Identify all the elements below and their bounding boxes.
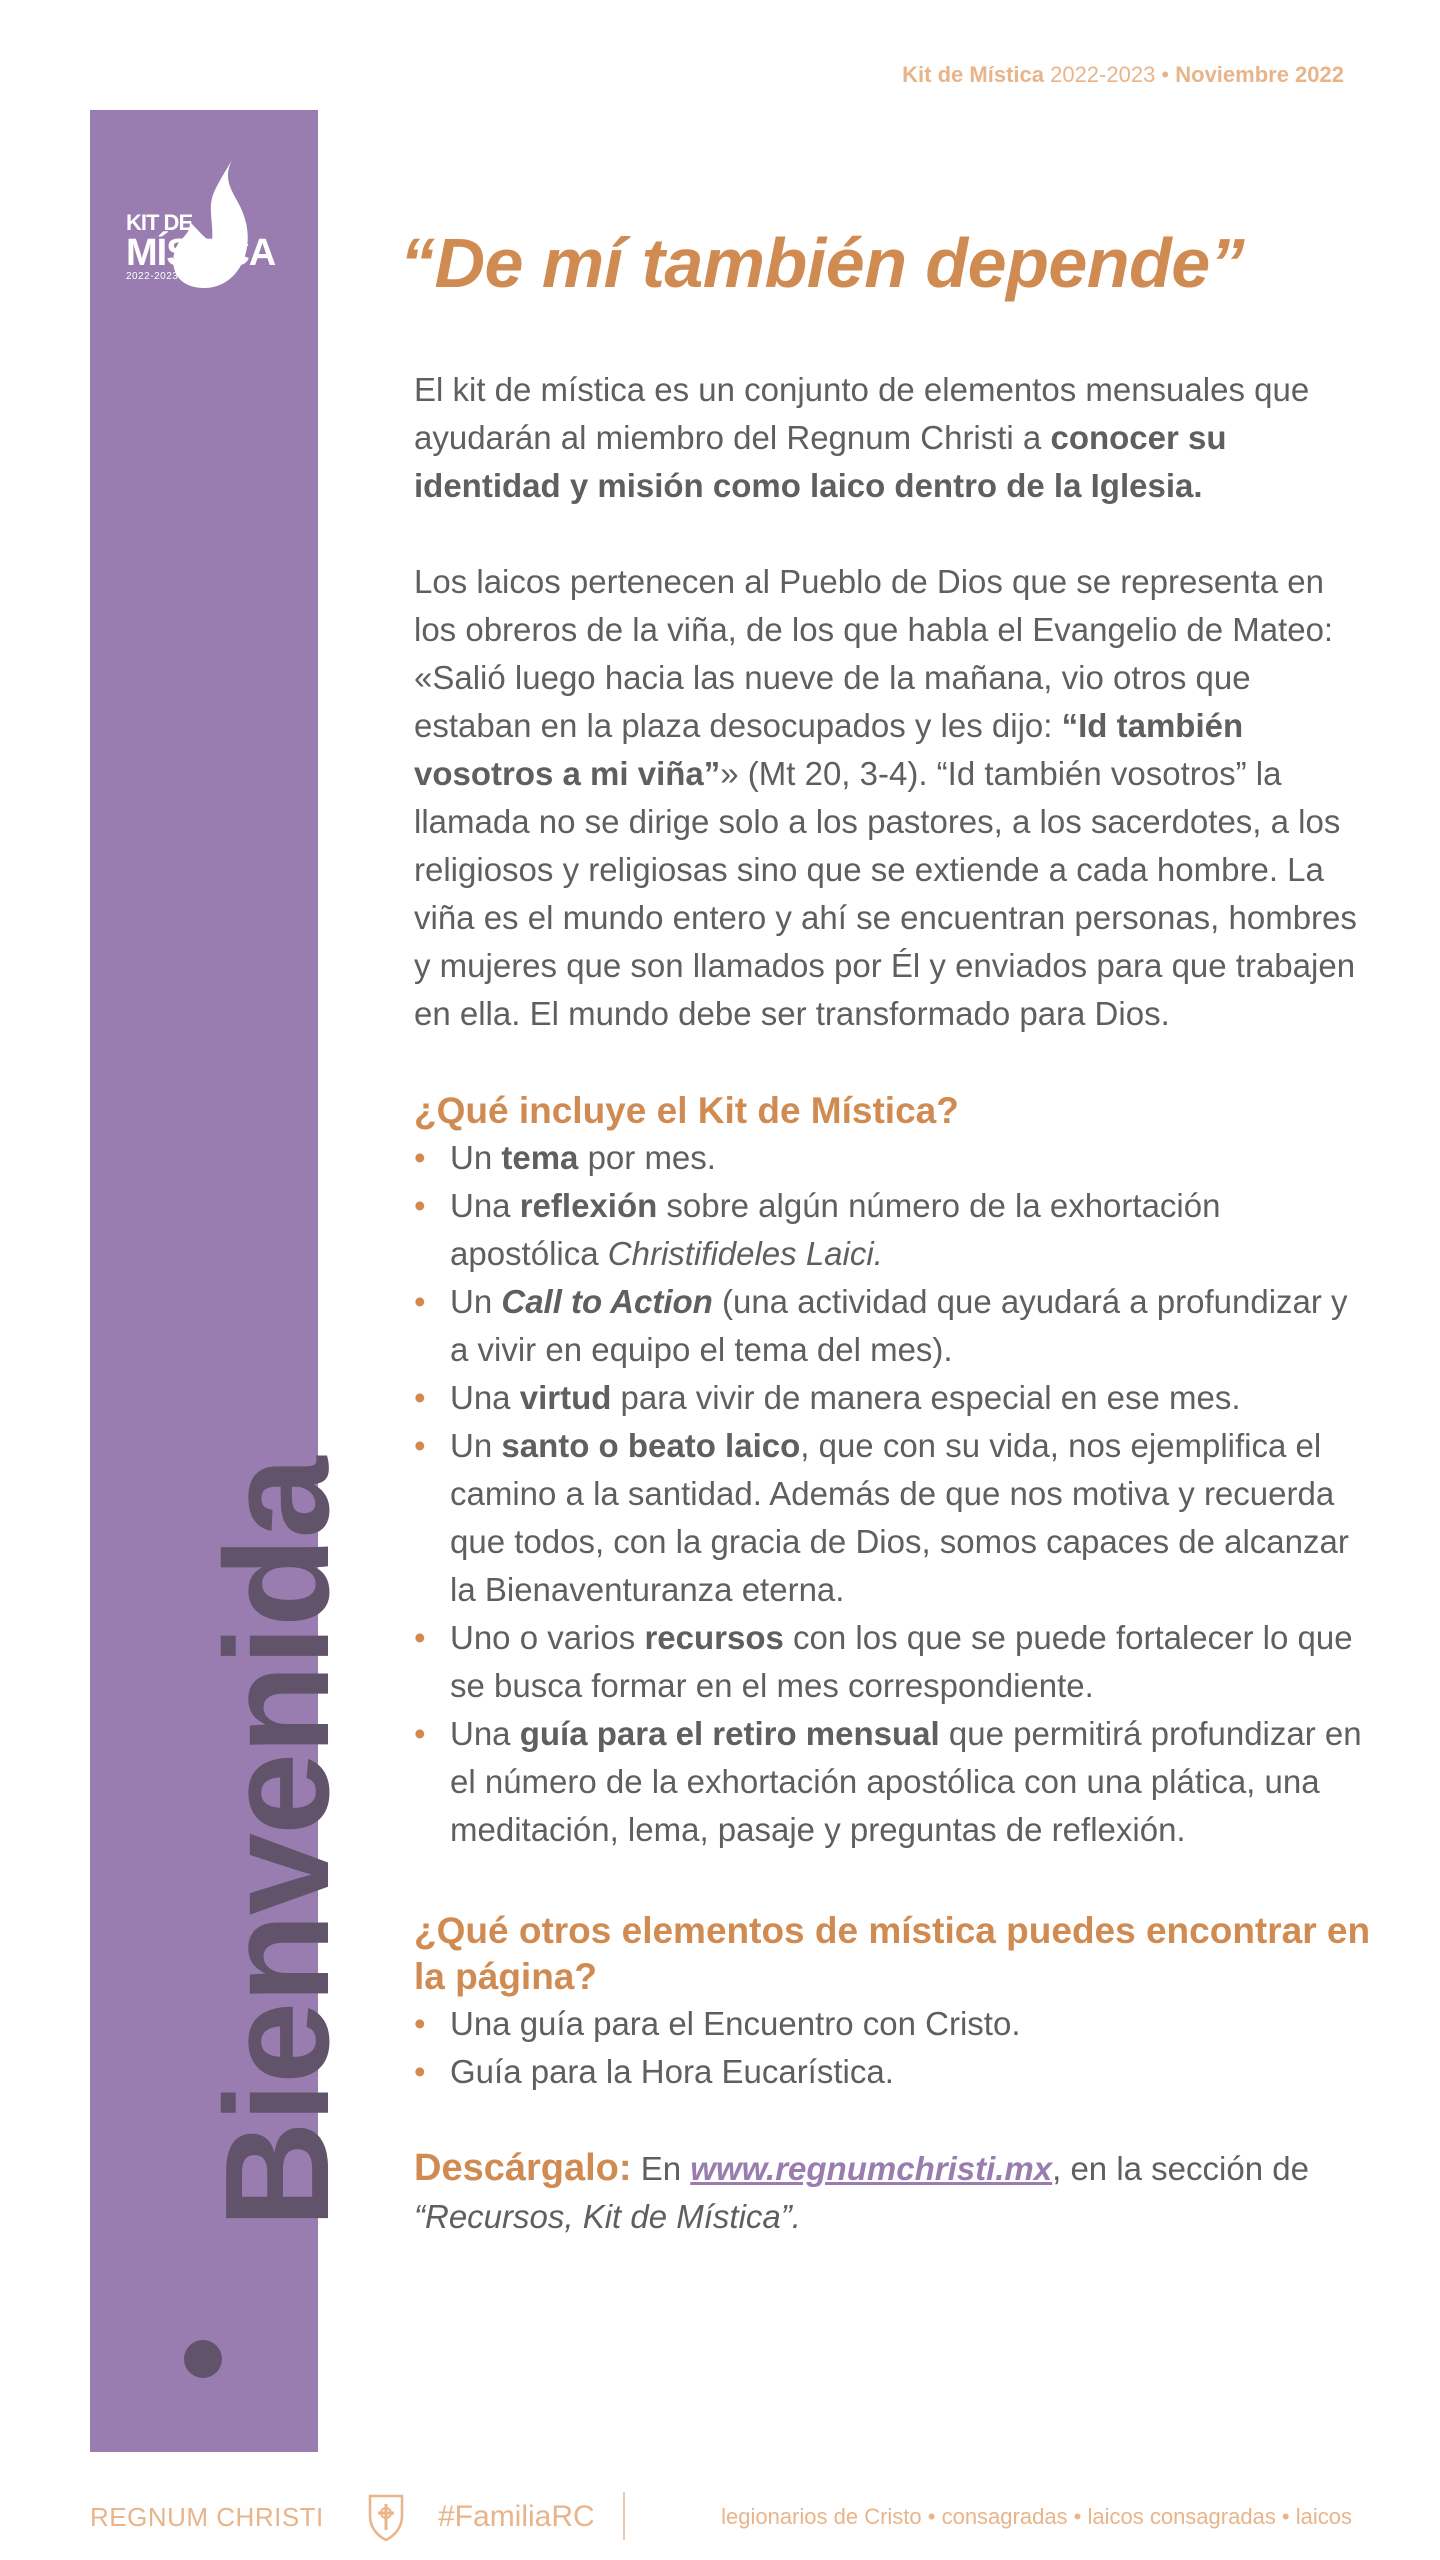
list-item	[414, 1134, 1374, 1182]
section1-heading: ¿Qué incluye el Kit de Mística?	[414, 1090, 959, 1131]
item-bold: santo o beato laico	[501, 1427, 801, 1464]
shield-cross-icon	[362, 2488, 410, 2542]
logo-line2: MÍSTICA	[126, 232, 276, 274]
footer-brand: REGNUM CHRISTI	[90, 2502, 324, 2532]
list-item	[414, 1710, 1374, 1854]
item-text: para vivir de manera especial en ese mes.	[611, 1379, 1241, 1416]
download-lead: Descárgalo:	[414, 2147, 632, 2189]
list-item	[414, 1182, 1374, 1278]
download-text: En	[631, 2150, 691, 2187]
item-text: Una	[450, 1379, 520, 1416]
sidebar	[90, 110, 360, 2452]
item-text: (una actividad que ayudará a profundizar y a vivir en equipo el tema del mes).	[450, 1283, 1348, 1368]
header-brand: Kit de Mística	[902, 62, 1044, 87]
item-italic: Christifideles Laici.	[607, 1235, 883, 1272]
item-text: Un	[450, 1139, 502, 1176]
intro-text: El kit de mística es un conjunto de elementos mensuales que ayudarán al miembro del Regnum Christi a	[414, 371, 1310, 456]
header-years: 2022-2023	[1043, 62, 1162, 87]
item-text: sobre algún número de la exhortación apostólica	[450, 1187, 1221, 1272]
list-item	[414, 1374, 1374, 1422]
item-text: , que con su vida, nos ejemplifica el camino a la santidad. Además de que nos motiva y recuerda que todos, con la gracia de Dios, somos capaces de alcanzar la Bienaventuranza eterna.	[450, 1427, 1349, 1608]
footer-orgs: legionarios de Cristo • consagradas • laicos consagradas • laicos	[721, 2504, 1352, 2529]
list-item: • Guía para la Hora Eucarística.	[414, 2048, 1374, 2096]
item-text: Un	[450, 1283, 502, 1320]
item-bold: virtud	[519, 1379, 612, 1416]
item-text: con los que se puede fortalecer lo que se busca formar en el mes correspondiente.	[450, 1619, 1353, 1704]
item-text: Una	[450, 1187, 520, 1224]
website-link[interactable]: www.regnumchristi.mx	[690, 2150, 1053, 2187]
main-content	[400, 222, 1374, 2274]
logo-line3: 2022-2023	[126, 271, 179, 282]
paragraph2-before: Los laicos pertenecen al Pueblo de Dios que se representa en los obreros de la viña, de los que habla el Evangelio de Mateo: «Salió luego hacia las nueve de la mañana, vio otros que estaban en la plaza desocupados y les dijo:	[414, 563, 1334, 744]
section2-list	[414, 2000, 1374, 2096]
paragraph2-after: » (Mt 20, 3-4). “Id también vosotros” la llamada no se dirige solo a los pastores, a los sacerdotes, a los religiosos y religiosas sino que se extiende a cada hombre. La viña es el mundo entero y ahí se encuentran personas, hombres y mujeres que son llamados por Él y enviados para que trabajen en ella. El mundo debe ser transformado para Dios.	[414, 755, 1357, 1032]
vertical-title: Bienvenida	[195, 1458, 360, 2228]
download-paragraph	[414, 2144, 1374, 2241]
item-bold: guía para el retiro mensual	[519, 1715, 940, 1752]
page-header	[902, 62, 1344, 88]
download-text: , en la sección de	[1052, 2150, 1309, 2187]
intro-bold: conocer su identidad y misión como laico dentro de la Iglesia.	[414, 419, 1227, 504]
item-text: Una	[450, 1715, 520, 1752]
logo-line1: KIT DE	[126, 210, 193, 235]
intro-paragraph	[414, 366, 1374, 510]
page-title: “De mí también depende”	[400, 224, 1245, 302]
paragraph2-bold: “Id también vosotros a mi viña”	[414, 707, 1244, 792]
item-text: que permitirá profundizar en el número de la exhortación apostólica con una plática, una meditación, lema, pasaje y preguntas de reflexión.	[450, 1715, 1362, 1848]
page-footer	[90, 2488, 1352, 2540]
item-text: por mes.	[578, 1139, 716, 1176]
header-month: Noviembre 2022	[1169, 62, 1344, 87]
item-text: Uno o varios	[450, 1619, 645, 1656]
footer-divider	[623, 2492, 625, 2540]
section2-heading: ¿Qué otros elementos de mística puedes encontrar en la página?	[414, 1910, 1371, 1997]
item-bold: tema	[501, 1139, 579, 1176]
list-item	[414, 1278, 1374, 1374]
header-separator: •	[1161, 62, 1170, 87]
item-bold: reflexión	[519, 1187, 658, 1224]
section1-list	[414, 1134, 1374, 1854]
bullet-dot-icon	[184, 2340, 222, 2378]
list-item	[414, 1422, 1374, 1614]
logo-text	[126, 212, 275, 282]
download-italic: “Recursos, Kit de Mística”.	[414, 2198, 801, 2235]
list-item	[414, 1614, 1374, 1710]
item-bold-italic: Call to Action	[501, 1283, 713, 1320]
list-item: • Una guía para el Encuentro con Cristo.	[414, 2000, 1374, 2048]
laicos-paragraph	[414, 558, 1374, 1038]
item-text: Un	[450, 1427, 502, 1464]
footer-hashtag: #FamiliaRC	[438, 2500, 595, 2533]
item-bold: recursos	[644, 1619, 784, 1656]
